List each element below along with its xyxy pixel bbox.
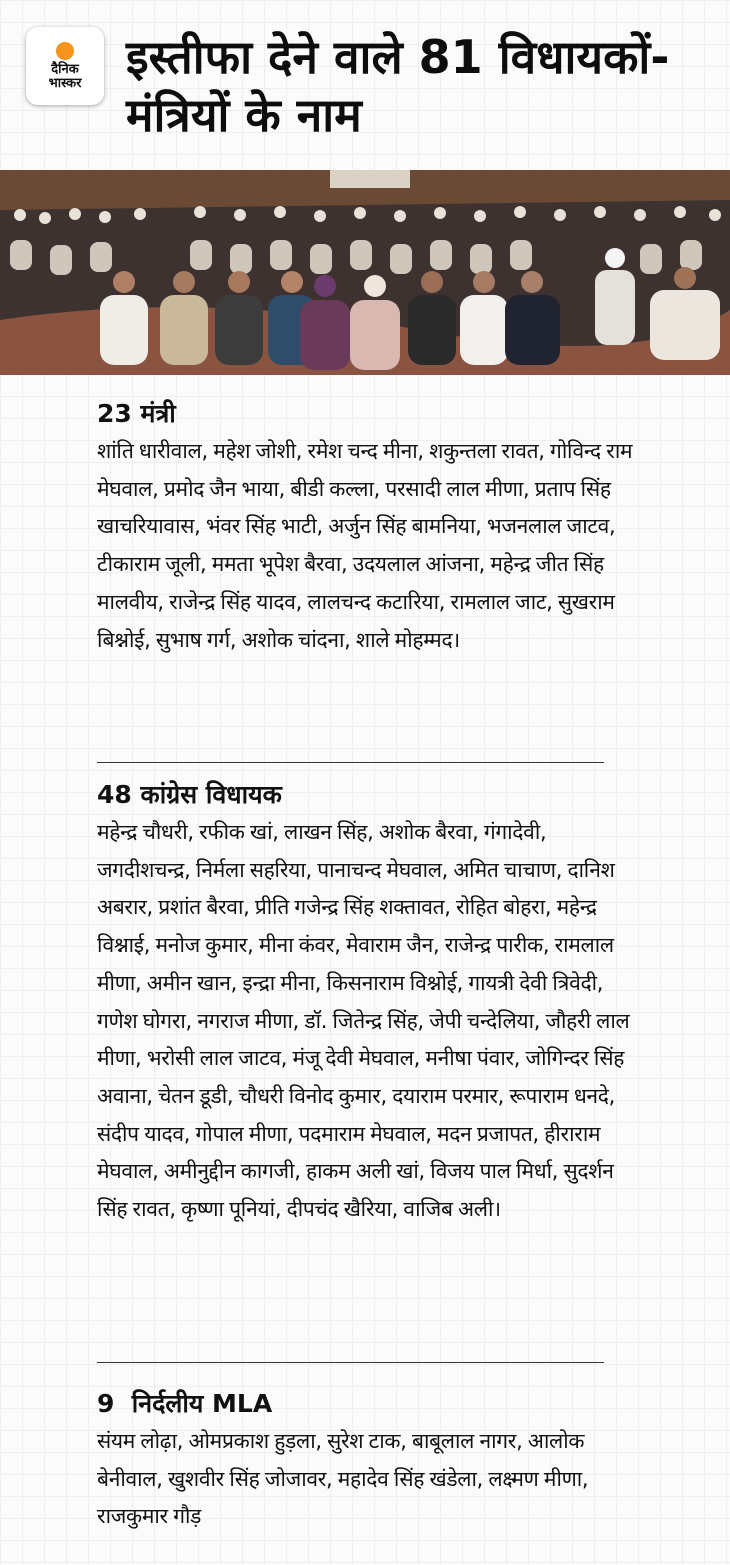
section-heading: 48 कांग्रेस विधायक: [97, 780, 282, 809]
assembly-hall-photo: [0, 170, 730, 375]
congress-mla-section: [97, 778, 642, 1229]
logo-line-1: दैनिक: [51, 61, 79, 77]
section-body: शांति धारीवाल, महेश जोशी, रमेश चन्द मीना, शकुन्तला रावत, गोविन्द राम मेघवाल, प्रमोद जैन भाया, बीडी कल्ला, परसादी लाल मीणा, प्रताप सिंह खाचरियावास, भंवर सिंह भाटी, अर्जुन सिंह बामनिया, भजनलाल जाटव, टीकाराम जूली, ममता भूपेश बैरवा, उदयलाल आंजना, महेन्द्र जीत सिंह मालवीय, राजेन्द्र सिंह यादव, लालचन्द कटारिया, रामलाल जाट, सुखराम बिश्नोई, सुभाष गर्ग, अशोक चांदना, शाले मोहम्मद।: [97, 439, 633, 652]
header: [0, 0, 730, 168]
divider: [97, 1362, 604, 1363]
divider: [97, 762, 604, 763]
dainik-bhaskar-logo[interactable]: [26, 27, 104, 105]
independent-mla-section: [97, 1387, 642, 1536]
section-body: संयम लोढ़ा, ओमप्रकाश हुड़ला, सुरेश टाक, बाबूलाल नागर, आलोक बेनीवाल, खुशवीर सिंह जोजावर, महादेव सिंह खंडेला, लक्ष्मण मीणा, राजकुमार गौड़: [97, 1429, 589, 1529]
logo-line-2: भास्कर: [48, 75, 82, 91]
page-title: इस्तीफा देने वाले 81 विधायकों-मंत्रियों के नाम: [126, 30, 670, 142]
section-body: महेन्द्र चौधरी, रफीक खां, लाखन सिंह, अशोक बैरवा, गंगादेवी, जगदीशचन्द्र, निर्मला सहरिया, पानाचन्द मेघवाल, अमित चाचाण, दानिश अबरार, प्रशांत बैरवा, प्रीति गजेन्द्र सिंह शक्तावत, रोहित बोहरा, महेन्द्र विश्नाई, मनोज कुमार, मीना कंवर, मेवाराम जैन, राजेन्द्र पारीक, रामलाल मीणा, अमीन खान, इन्द्रा मीना, किसनाराम विश्नोई, गायत्री देवी त्रिवेदी, गणेश घोगरा, नगराज मीणा, डॉ. जितेन्द्र सिंह, जेपी चन्देलिया, जौहरी लाल मीणा, भरोसी लाल जाटव, मंजू देवी मेघवाल, मनीषा पंवार, जोगिन्दर सिंह अवाना, चेतन डूडी, चौधरी विनोद कुमार, दयाराम परमार, रूपाराम धनदे, संदीप यादव, गोपाल मीणा, पदमाराम मेघवाल, मदन प्रजापत, हीराराम मेघवाल, अमीनुद्दीन कागजी, हाकम अली खां, विजय पाल मिर्धा, सुदर्शन सिंह रावत, कृष्णा पूनियां, दीपचंद खैरिया, वाजिब अली।: [97, 820, 630, 1222]
section-heading: 23 मंत्री: [97, 399, 176, 428]
section-heading: 9 निर्दलीय MLA: [97, 1389, 273, 1418]
photo-illustration: [0, 170, 730, 375]
ministers-section: [97, 397, 642, 659]
stage-screen: [330, 170, 410, 188]
sun-dot-icon: [56, 42, 74, 60]
